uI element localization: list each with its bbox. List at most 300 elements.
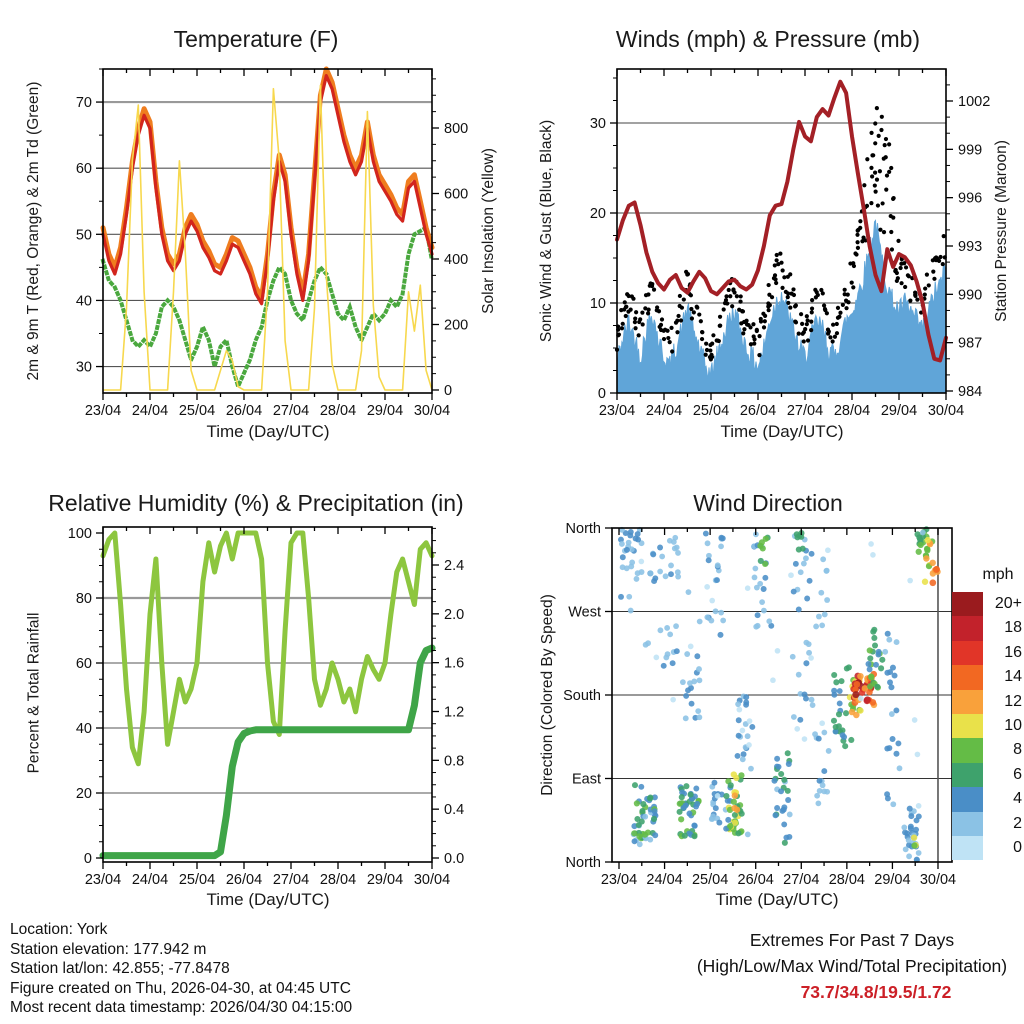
wind-direction-dot [867,655,873,661]
wind-direction-dot [901,825,907,831]
tick-label: South [563,688,601,704]
gust-dot [823,307,827,311]
gust-dot [634,310,638,314]
gust-dot [722,307,726,311]
wind-direction-chart [512,480,1024,920]
tick-label: 30/04 [919,872,957,888]
gust-dot [629,307,633,311]
gust-dot [791,287,795,291]
wind-direction-dot [889,711,895,717]
gust-dot [932,277,936,281]
wind-direction-dot [715,793,721,799]
wind-direction-dot [809,697,815,703]
gust-dot [869,201,873,205]
wind-direction-dot [645,640,651,646]
gust-dot [684,270,688,274]
wind-direction-dot [878,665,884,671]
wind-direction-dot [762,575,768,581]
wind-direction-dot [778,771,784,777]
gust-dot [895,271,899,275]
tick-label: 30/04 [413,872,451,888]
temperature-right-axis-label: Solar Insolation (Yellow) [480,148,497,314]
wind-direction-dot [752,575,758,581]
wind-direction-dot [673,623,679,629]
tick-label: 25/04 [178,403,216,419]
wind-direction-dot [798,569,804,575]
wind-direction-dot [918,542,924,548]
wind-direction-dot [913,827,919,833]
gust-dot [889,230,893,234]
wind-direction-dot [907,578,913,584]
wind-direction-dot [686,589,692,595]
wind-direction-dot [761,608,767,614]
gust-dot [879,128,883,132]
wind-direction-dot [791,589,797,595]
wind-direction-dot [882,649,888,655]
gust-dot [806,318,810,322]
gust-dot [768,303,772,307]
gust-dot [647,308,651,312]
wind-direction-dot [823,568,829,574]
tick-label: 1.6 [444,655,465,672]
wind-direction-dot [683,693,689,699]
wind-direction-dot [703,531,709,537]
legend-swatch-8 [952,738,983,762]
wind-direction-dot [933,566,940,573]
wind-direction-dot [774,805,780,811]
speed-legend-title: mph [982,566,1014,583]
gust-dot [896,239,900,243]
wind-direction-dot [706,557,712,563]
gust-dot [876,203,880,207]
gust-dot [633,316,637,320]
tick-label: 10 [589,296,606,312]
gust-dot [873,121,877,125]
tick-label: 28/04 [319,403,357,419]
tick-label: 60 [75,656,92,672]
gust-dot [759,317,763,321]
gust-dot [652,288,656,292]
figure-created-timestamp: Figure created on Thu, 2026-04-30, at 04:45 UTC [10,979,351,997]
gust-dot [877,134,881,138]
gust-dot [887,170,891,174]
gust-dot [915,298,919,302]
wind-direction-dot [693,786,699,792]
wind-direction-dot [743,699,749,705]
wind-direction-dot [697,714,703,720]
wind-direction-dot [857,673,864,680]
wind-direction-dot [731,799,737,805]
gust-dot [846,293,850,297]
wind-direction-dot [697,619,703,625]
wind-direction-dot [736,717,742,723]
tick-label: 20 [589,206,606,222]
gust-dot [825,311,829,315]
tick-label: 26/04 [225,403,263,419]
tick-label: 28/04 [828,872,865,888]
gust-dot [741,331,745,335]
tick-label: North [565,855,601,871]
gust-dot [889,166,893,170]
legend-swatch-4 [952,787,983,811]
wind-direction-dot [781,777,787,783]
wind-direction-dot [783,835,789,841]
wind-direction-dot [745,832,751,838]
humidity-precip-chart-title: Relative Humidity (%) & Precipitation (in) [48,490,464,516]
tick-label: 40 [75,721,92,737]
gust-dot [763,319,767,323]
wind-direction-dot [929,579,936,586]
wind-direction-dot [668,571,674,577]
wind-direction-dot [740,756,746,762]
humidity-precip-chart [0,480,512,920]
wind-direction-dot [735,830,741,836]
wind-direction-dot [793,561,799,567]
wind-direction-dot [635,537,641,543]
sonic-wind-area [617,221,946,394]
wind-direction-dot [833,679,839,685]
legend-swatch-16 [952,641,983,665]
wind-direction-dot [903,846,909,852]
gust-dot [923,286,927,290]
gust-dot [816,293,820,297]
tick-label: 25/04 [692,403,730,419]
legend-swatch-2 [952,812,983,836]
tick-label: 29/04 [874,872,911,888]
gust-dot [843,288,847,292]
wind-direction-dot [674,648,680,654]
gust-dot [725,301,729,305]
tick-label: 987 [958,335,983,352]
wind-direction-dot [683,783,689,789]
gust-dot [821,291,825,295]
wind-direction-dot [778,788,784,794]
gust-dot [728,294,732,298]
gust-dot [898,266,902,270]
tick-label: 30 [589,116,606,132]
wind-direction-dot [771,778,777,784]
legend-label: 0 [1013,839,1022,856]
tick-label: 23/04 [84,403,122,419]
wind-direction-dot [759,599,765,605]
gust-dot [797,332,801,336]
wind-direction-dot [741,751,747,757]
gust-dot [666,336,670,340]
gust-dot [620,326,624,330]
wind-direction-dot [893,751,899,757]
gust-dot [805,322,809,326]
wind-direction-dot [732,792,738,798]
wind-direction-dot [879,657,885,663]
winds-right-axis-label: Station Pressure (Maroon) [993,140,1010,322]
legend-swatch-18 [952,616,983,640]
gust-dot [637,333,641,337]
gust-dot [778,252,782,256]
wind-direction-dot [794,726,800,732]
wind-direction-dot [807,578,813,584]
gust-dot [774,281,778,285]
temperature-x-axis-label: Time (Day/UTC) [206,422,330,441]
gust-dot [923,292,927,296]
gust-dot [710,355,714,359]
wind-direction-dot [810,702,816,708]
tick-label: 30/04 [413,403,451,419]
gust-dot [913,293,917,297]
gust-dot [670,349,674,353]
wind-direction-dot [831,672,837,678]
wind-direction-dot [803,640,809,646]
wind-direction-dot [664,625,670,631]
wind-direction-dot [886,637,892,643]
gust-dot [875,106,879,110]
wind-direction-dot [884,670,890,676]
wind-direction-dot [745,733,751,739]
legend-swatch-0 [952,836,983,860]
gust-dot [810,306,814,310]
tick-label: 26/04 [737,872,774,888]
gust-dot [786,275,790,279]
most-recent-data-timestamp: Most recent data timestamp: 2026/04/30 04:15:00 [10,999,353,1017]
gust-dot [625,292,629,296]
gust-dot [822,303,826,307]
gust-dot [931,270,935,274]
wind-direction-dot [736,733,742,739]
wind-direction-dot [718,610,724,616]
gust-dot [711,333,715,337]
tick-label: 800 [444,121,469,137]
gust-dot [883,143,887,147]
wind-direction-dot [843,710,849,716]
gust-dot [855,240,859,244]
wind-direction-dot [639,808,645,814]
gust-dot [806,338,810,342]
tick-label: 23/04 [600,872,638,888]
gust-dot [767,283,771,287]
gust-dot [718,315,722,319]
wind-direction-dot [675,569,681,575]
wind-direction-dot [870,629,876,635]
gust-dot [641,322,645,326]
tick-label: 1002 [958,94,991,110]
wind-direction-dot [745,585,751,591]
tick-label: West [568,604,601,621]
wind-direction-dot [694,801,700,807]
wind-direction-dot [624,565,630,571]
gust-dot [704,353,708,357]
wind-direction-dot [657,627,663,633]
wind-direction-dot [713,608,719,614]
wind-direction-dot [743,694,749,700]
wind-direction-dot [686,811,692,817]
wind-direction-dot [619,541,625,547]
wind-direction-dot [755,623,761,629]
gust-dot [792,293,796,297]
wind-direction-dot [683,715,689,721]
tick-label: 27/04 [783,872,820,888]
tick-label: 50 [75,227,92,244]
wind-direction-dot [871,635,877,641]
wind-direction-dot [746,742,752,748]
tick-label: 23/04 [598,403,636,419]
gust-dot [646,311,650,315]
tick-label: 30 [75,359,92,376]
gust-dot [801,332,805,336]
wind-direction-dot [758,558,764,564]
wind-direction-dot [629,560,635,566]
gust-dot [793,304,797,308]
wind-direction-dot [672,535,678,541]
wind-direction-dot [786,761,792,767]
wind-direction-dot [736,707,742,713]
wind-direction-dot [691,833,697,839]
wind-direction-dot [659,554,665,560]
wind-direction-dot [727,823,733,829]
wind-direction-dot [642,832,648,838]
wind-direction-dot [894,639,900,645]
tick-label: 27/04 [272,872,310,888]
gust-dot [846,300,850,304]
tick-label: 600 [444,186,469,203]
tick-label: 25/04 [178,872,216,888]
wind-direction-dot [723,793,729,799]
wind-direction-dot [781,821,787,827]
gust-dot [781,268,785,272]
wind-direction-dot [796,546,802,552]
wind-direction-dot [890,665,896,671]
gust-dot [851,285,855,289]
tick-label: 80 [75,591,92,607]
wind-direction-dot [650,551,656,557]
gust-dot [663,328,667,332]
station-info [10,920,352,1018]
wind-direction-dot [635,531,641,537]
wind-direction-dot [885,631,891,637]
gust-dot [682,297,686,301]
wind-direction-dot [752,566,758,572]
wind-direction-dot [657,545,663,551]
gust-dot [780,286,784,290]
gust-dot [646,292,650,296]
wind-direction-dot [809,551,815,557]
gust-dot [621,322,625,326]
legend-label: 2 [1013,814,1022,832]
gust-dot [633,326,637,330]
tick-label: 1.2 [444,704,465,721]
gust-dot [855,233,859,237]
wind-direction-dot [916,549,922,555]
gust-dot [856,228,860,232]
wind-direction-dot [890,801,896,807]
wind-direction-dot [682,833,688,839]
tick-label: 29/04 [366,872,404,888]
wind-direction-dot [816,614,822,620]
wind-direction-dot [916,850,922,856]
wind-direction-dot [652,808,658,814]
wind-direction-x-axis-label: Time (Day/UTC) [715,890,839,909]
gust-dot [675,319,679,323]
wind-direction-dot [774,756,780,762]
gust-dot [717,339,721,343]
wind-direction-dot [632,782,638,788]
tick-label: 24/04 [131,403,169,419]
wind-direction-dot [691,679,697,685]
wind-direction-dot [907,806,913,812]
wind-direction-dot [632,838,638,844]
wind-direction-dot [825,547,831,553]
tick-label: 27/04 [786,403,824,419]
wind-direction-dot [915,752,921,758]
temperature-left-axis-label: 2m & 9m T (Red, Orange) & 2m Td (Green) [25,81,42,381]
legend-swatch-12 [952,690,983,714]
legend-swatch-14 [952,665,983,689]
tick-label: 400 [444,252,469,268]
gust-dot [941,262,945,266]
tick-label: 0 [83,851,92,867]
wind-direction-dot [848,737,854,743]
wind-direction-dot [757,581,763,587]
gust-dot [710,341,714,345]
wind-direction-dot [787,812,793,818]
gust-dot [813,288,817,292]
gust-dot [826,331,830,335]
wind-direction-dot [813,624,819,630]
legend-label: 6 [1013,765,1022,783]
wind-direction-dot [640,801,646,807]
tick-label: 25/04 [691,872,729,888]
wind-direction-dot [819,720,825,726]
wind-direction-dot [688,644,694,650]
wind-direction-dot [638,784,644,790]
gust-dot [887,142,891,146]
wind-direction-dot [716,820,722,826]
humidity-left-axis-label: Percent & Total Rainfall [25,612,43,774]
gust-dot [828,335,832,339]
gust-dot [727,288,731,292]
wind-direction-dot [708,618,714,624]
gust-dot [775,258,779,262]
gust-dot [799,312,803,316]
gust-dot [836,306,840,310]
wind-direction-dot [692,823,698,829]
gust-dot [637,320,641,324]
wind-direction-dot [652,575,658,581]
gust-dot [623,300,627,304]
wind-direction-dot [759,539,765,545]
winds-left-axis-label: Sonic Wind & Gust (Blue, Black) [538,119,555,343]
gust-dot [903,285,907,289]
winds-pressure-chart [512,0,1024,480]
gust-dot [850,281,854,285]
gust-dot [650,284,654,288]
wind-direction-dot [874,684,880,690]
tick-label: 999 [958,142,983,159]
wind-direction-dot [920,530,926,536]
gust-dot [704,342,708,346]
wind-direction-dot [803,660,809,666]
gust-dot [856,246,860,250]
gust-dot [699,319,703,323]
wind-direction-dot [710,814,716,820]
gust-dot [925,273,929,277]
wind-direction-dot [715,562,721,568]
gust-dot [718,324,722,328]
gust-dot [891,216,895,220]
tick-label: 28/04 [319,872,357,888]
wind-direction-dot [670,660,676,666]
tick-label: 24/04 [645,403,683,419]
tick-label: 0.4 [444,802,465,819]
gust-dot [724,294,728,298]
